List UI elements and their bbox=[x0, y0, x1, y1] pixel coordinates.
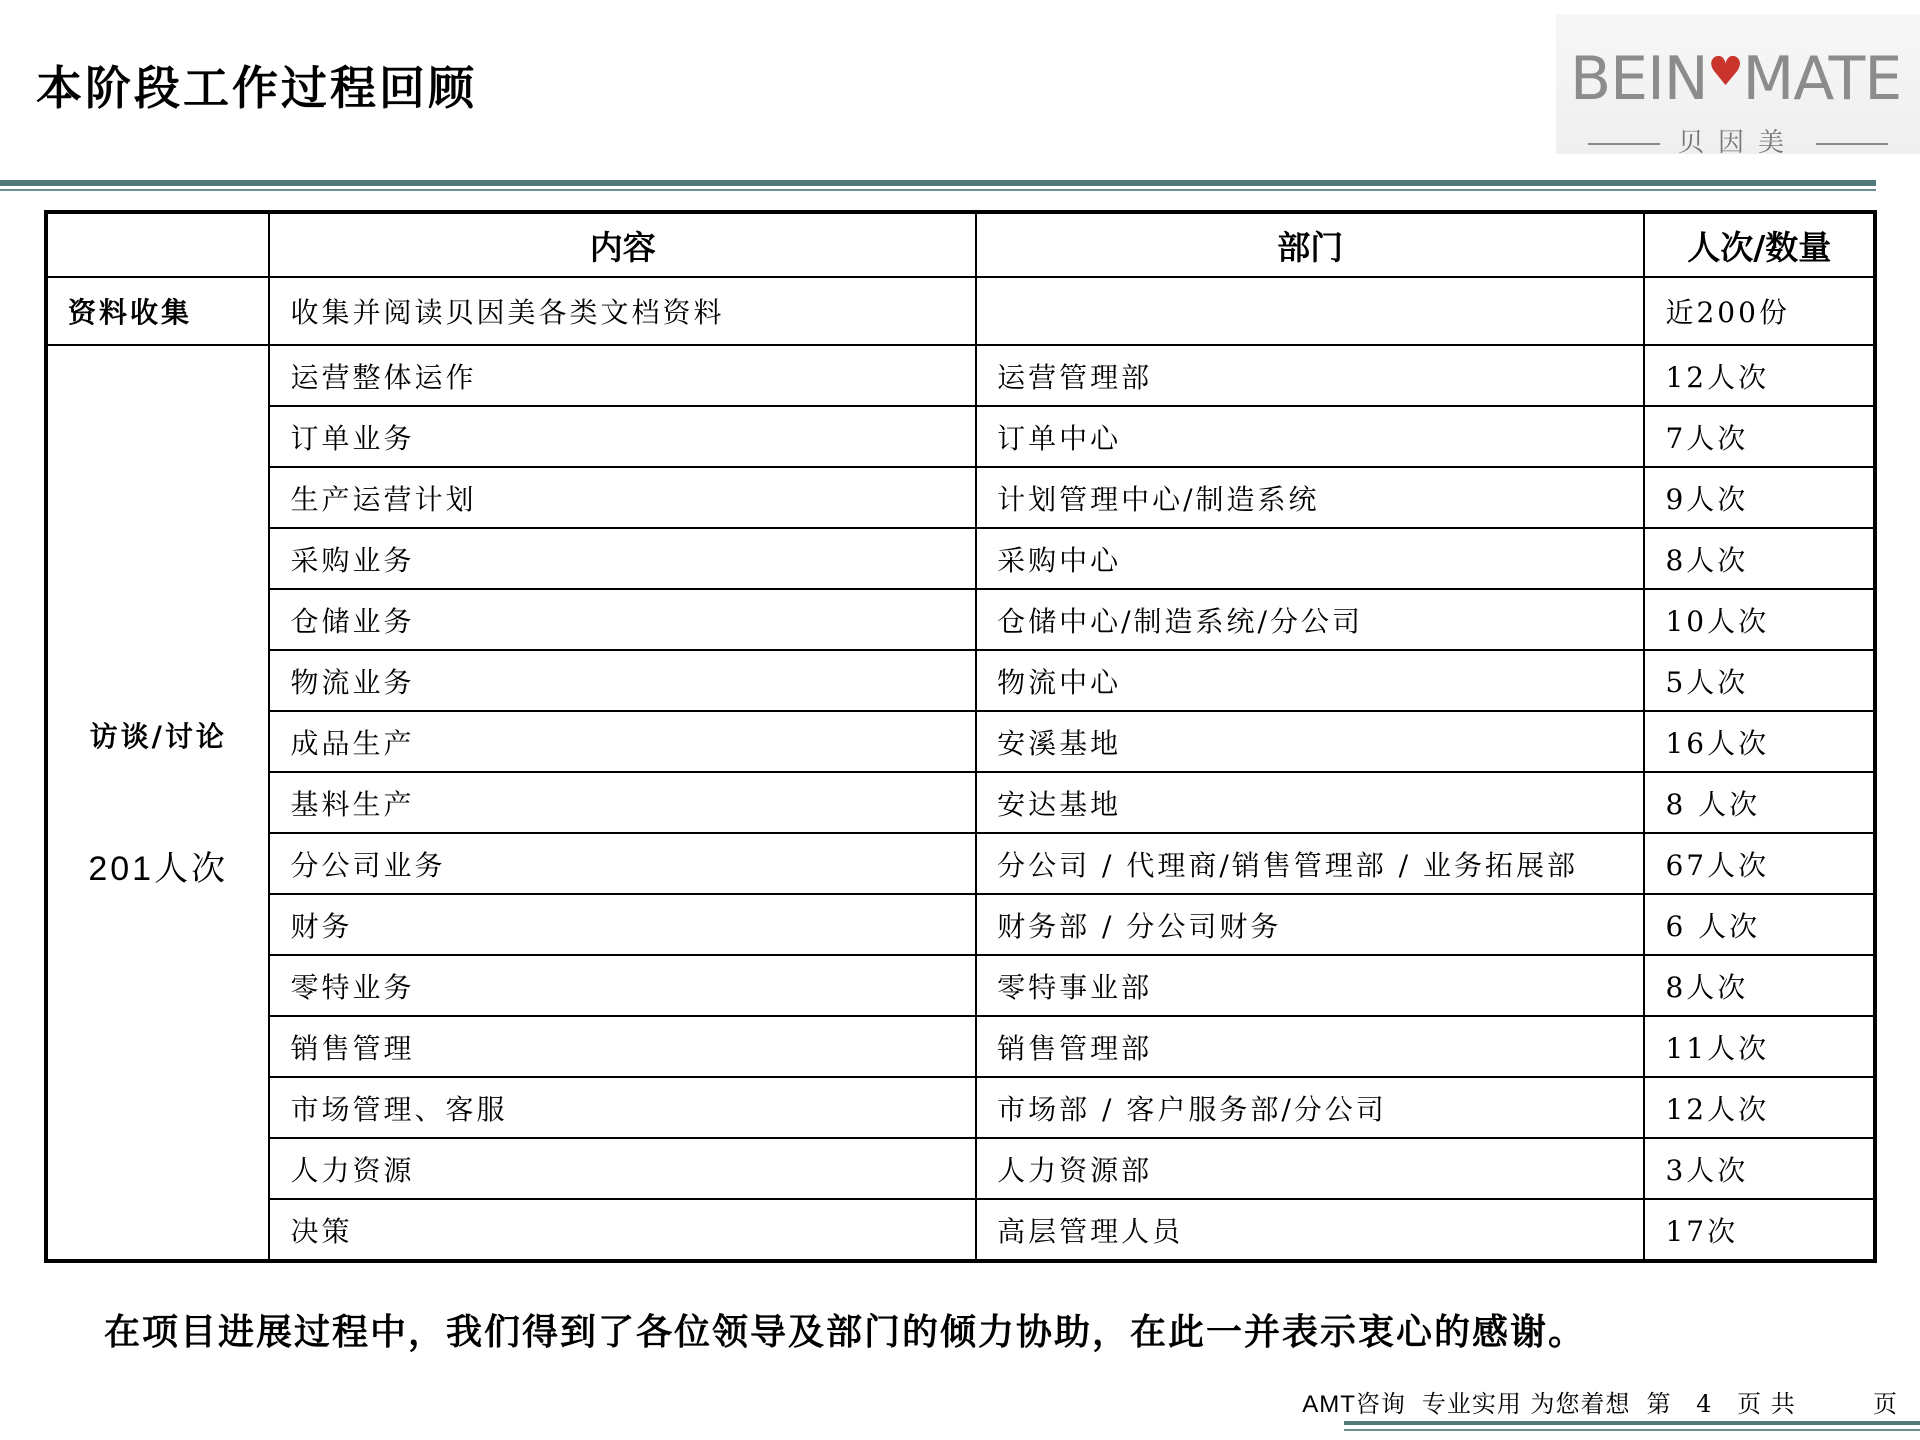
cell-count: 5人次 bbox=[1644, 650, 1875, 711]
header-category bbox=[46, 212, 269, 277]
cell-department: 运营管理部 bbox=[976, 345, 1644, 406]
category-collection: 资料收集 bbox=[46, 277, 269, 345]
table-row bbox=[46, 833, 1875, 894]
table-row bbox=[46, 772, 1875, 833]
cell-department: 高层管理人员 bbox=[976, 1199, 1644, 1261]
header-department: 部门 bbox=[976, 212, 1644, 277]
table-header-row bbox=[46, 212, 1875, 277]
logo-subtitle: 贝因美 bbox=[1556, 122, 1920, 159]
cell-department: 采购中心 bbox=[976, 528, 1644, 589]
page-footer bbox=[1302, 1384, 1898, 1419]
page-label-prefix: 第 bbox=[1646, 1390, 1672, 1418]
cell-content: 财务 bbox=[269, 894, 976, 955]
cell-department: 分公司 / 代理商/销售管理部 / 业务拓展部 bbox=[976, 833, 1644, 894]
table-row bbox=[46, 894, 1875, 955]
table-row bbox=[46, 1138, 1875, 1199]
cell-content: 销售管理 bbox=[269, 1016, 976, 1077]
table-row bbox=[46, 467, 1875, 528]
table-row bbox=[46, 955, 1875, 1016]
category-interview-label: 访谈/讨论 bbox=[89, 720, 227, 753]
cell-count: 10人次 bbox=[1644, 589, 1875, 650]
cell-department: 订单中心 bbox=[976, 406, 1644, 467]
cell-count: 8人次 bbox=[1644, 528, 1875, 589]
table-row bbox=[46, 650, 1875, 711]
cell-count: 3人次 bbox=[1644, 1138, 1875, 1199]
cell-content: 基料生产 bbox=[269, 772, 976, 833]
category-interview-total: 201人次 bbox=[88, 850, 229, 888]
cell-content: 仓储业务 bbox=[269, 589, 976, 650]
footer-rule-thin bbox=[1344, 1429, 1920, 1431]
table-row bbox=[46, 1077, 1875, 1138]
cell-content: 物流业务 bbox=[269, 650, 976, 711]
cell-count: 67人次 bbox=[1644, 833, 1875, 894]
cell-count: 7人次 bbox=[1644, 406, 1875, 467]
table-row bbox=[46, 1199, 1875, 1261]
footer-rule bbox=[1344, 1421, 1920, 1425]
cell-department: 安溪基地 bbox=[976, 711, 1644, 772]
cell-department: 仓储中心/制造系统/分公司 bbox=[976, 589, 1644, 650]
cell-content: 零特业务 bbox=[269, 955, 976, 1016]
cell-department: 安达基地 bbox=[976, 772, 1644, 833]
cell-department: 零特事业部 bbox=[976, 955, 1644, 1016]
cell-count: 6 人次 bbox=[1644, 894, 1875, 955]
cell-count: 17次 bbox=[1644, 1199, 1875, 1261]
cell-count: 16人次 bbox=[1644, 711, 1875, 772]
slide-title: 本阶段工作过程回顾 bbox=[36, 61, 477, 115]
page-label-mid: 页 共 bbox=[1737, 1390, 1796, 1418]
cell-count: 8 人次 bbox=[1644, 772, 1875, 833]
cell-count: 9人次 bbox=[1644, 467, 1875, 528]
table-row bbox=[46, 406, 1875, 467]
cell-content: 运营整体运作 bbox=[269, 345, 976, 406]
cell-content: 采购业务 bbox=[269, 528, 976, 589]
cell-content: 生产运营计划 bbox=[269, 467, 976, 528]
table-row bbox=[46, 589, 1875, 650]
cell-count: 12人次 bbox=[1644, 1077, 1875, 1138]
header-rule bbox=[0, 180, 1876, 186]
cell-count: 8人次 bbox=[1644, 955, 1875, 1016]
cell-content: 分公司业务 bbox=[269, 833, 976, 894]
cell-department: 销售管理部 bbox=[976, 1016, 1644, 1077]
cell-department: 财务部 / 分公司财务 bbox=[976, 894, 1644, 955]
cell-content: 订单业务 bbox=[269, 406, 976, 467]
logo-heart-icon: ♥ bbox=[1707, 49, 1743, 95]
cell-content: 收集并阅读贝因美各类文档资料 bbox=[269, 277, 976, 345]
header-content: 内容 bbox=[269, 212, 976, 277]
cell-count: 11人次 bbox=[1644, 1016, 1875, 1077]
page-number: 4 bbox=[1696, 1390, 1713, 1418]
cell-department: 物流中心 bbox=[976, 650, 1644, 711]
cell-department: 市场部 / 客户服务部/分公司 bbox=[976, 1077, 1644, 1138]
company-logo bbox=[1556, 14, 1920, 158]
thanks-note: 在项目进展过程中，我们得到了各位领导及部门的倾力协助，在此一并表示衷心的感谢。 bbox=[104, 1311, 1587, 1353]
footer-slogan: 专业实用 为您着想 bbox=[1421, 1390, 1631, 1418]
table-row bbox=[46, 711, 1875, 772]
header-rule-thin bbox=[0, 189, 1876, 191]
table-row bbox=[46, 528, 1875, 589]
cell-department: 人力资源部 bbox=[976, 1138, 1644, 1199]
cell-count: 近200份 bbox=[1644, 277, 1875, 345]
cell-department bbox=[976, 277, 1644, 345]
table-row bbox=[46, 277, 1875, 345]
header-count: 人次/数量 bbox=[1644, 212, 1875, 277]
logo-wordmark: BEIN♥MATE bbox=[1570, 44, 1902, 114]
table-row bbox=[46, 345, 1875, 406]
work-review-table bbox=[44, 210, 1877, 1263]
page-label-suffix: 页 bbox=[1873, 1390, 1898, 1418]
table-row bbox=[46, 1016, 1875, 1077]
cell-content: 决策 bbox=[269, 1199, 976, 1261]
cell-content: 市场管理、客服 bbox=[269, 1077, 976, 1138]
cell-content: 人力资源 bbox=[269, 1138, 976, 1199]
footer-brand: AMT咨询 bbox=[1302, 1391, 1406, 1418]
category-interview bbox=[46, 345, 269, 1261]
cell-content: 成品生产 bbox=[269, 711, 976, 772]
cell-count: 12人次 bbox=[1644, 345, 1875, 406]
cell-department: 计划管理中心/制造系统 bbox=[976, 467, 1644, 528]
